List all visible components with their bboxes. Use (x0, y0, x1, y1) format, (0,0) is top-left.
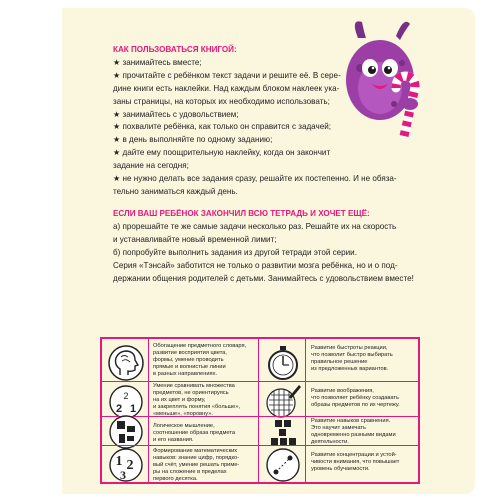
svg-text:2: 2 (126, 458, 134, 473)
skill-line: что позволяет ребёнку создавать (311, 395, 399, 401)
skill-line: «меньше», «поровну». (153, 411, 213, 417)
head-profile-icon (106, 343, 146, 383)
skill-line: навыков: знание цифр, порядко- (153, 455, 240, 461)
skill-line: Обогащение предметного словаря, (153, 343, 247, 349)
more-tasks-block (113, 208, 418, 285)
skill-description-cell (305, 381, 419, 417)
text-line: тельно заниматься каждый день. (113, 186, 238, 196)
icon-cell (101, 445, 149, 483)
instructions-block (113, 44, 397, 199)
skill-description-cell (148, 445, 259, 483)
skill-line: и закреплять понятия «больше», (153, 404, 241, 410)
skill-line: Развитие быстроты реакции, (311, 345, 388, 351)
icon-cell (258, 445, 306, 483)
skill-line: чивости внимания, что повышает (311, 459, 400, 465)
skill-line: и его названия. (153, 437, 194, 443)
skill-line: образы предметов по их чертежу. (311, 402, 400, 408)
skill-line: правильное решение (311, 359, 368, 365)
skill-line: ры на сложение в пределах (153, 469, 227, 475)
skill-line: в разных направлениях. (153, 371, 218, 377)
text-line: заны страницы, на которых их необходимо использовать; (113, 96, 330, 106)
text-line: ★ не нужно делать все задания сразу, решайте их постепенно. И не обяза- (113, 174, 397, 184)
skill-line: Развитие навыков сравнения. (311, 418, 391, 424)
skill-line: Умение сравнивать множества (153, 383, 235, 389)
skill-line: что позволит быстро выбирать (311, 352, 393, 358)
text-line: б) попробуйте выполнить задания из другой тетради этой серии. (113, 247, 357, 257)
text-line: а) прорешайте те же самые задачи несколько раз. Решайте их на скорость (113, 221, 397, 231)
svg-text:3: 3 (120, 468, 126, 482)
skill-line: Развитие воображения, (311, 388, 374, 394)
section-heading: ЕСЛИ ВАШ РЕБЁНОК ЗАКОНЧИЛ ВСЮ ТЕТРАДЬ И ХОЧЕТ ЕЩЁ: (113, 209, 370, 218)
skill-line: одновременно разными видами (311, 432, 396, 438)
icon-cell (258, 416, 306, 446)
skill-description-cell (305, 445, 419, 483)
skill-line: уровень обучаемости. (311, 466, 370, 472)
skill-description-cell (305, 338, 419, 382)
skill-description-cell (148, 338, 259, 382)
skill-line: соотношение образа предмета (153, 430, 236, 436)
skill-description-cell (148, 381, 259, 417)
skill-line: деятельности. (311, 439, 349, 445)
skill-line: Это научит замечать (311, 425, 367, 431)
section-heading: КАК ПОЛЬЗОВАТЬСЯ КНИГОЙ: (113, 45, 237, 54)
text-line: Серия «Тэнсай» заботится не только о развитии мозга ребёнка, но и о под- (113, 260, 398, 270)
svg-text:1: 1 (129, 403, 137, 415)
skill-line: первого десятка. (153, 476, 198, 482)
dots-path-icon (263, 445, 303, 485)
text-line: ★ занимайтесь вместе; (113, 57, 202, 67)
text-line: и устанавливайте новый временной лимит; (113, 234, 277, 244)
text-line: ★ в день выполняйте по одному заданию; (113, 135, 273, 145)
skill-line: Логическое мышление, (153, 423, 215, 429)
skill-description-cell (305, 416, 419, 446)
text-line: ★ занимайтесь с удовольствием; (113, 109, 239, 119)
skill-line: формы, умение проводить (153, 357, 224, 363)
icon-cell (258, 338, 306, 382)
svg-text:1: 1 (115, 454, 123, 469)
page-edge (475, 0, 500, 500)
skill-line: прямые и волнистые линии (153, 364, 226, 370)
text-line: держании общения родителей с детьми. Занимайтесь с удовольствием вместе! (113, 273, 414, 283)
skill-line: вый счёт, умение решать приме- (153, 462, 240, 468)
stopwatch-icon (263, 343, 303, 383)
skills-grid (100, 337, 420, 484)
text-line: дине книги есть наклейки. Над каждым блоком наклеек ука- (113, 83, 340, 93)
skill-line: Развитие концентрации и устой- (311, 452, 397, 458)
skill-line: предметов, не ориентируясь (153, 390, 229, 396)
skill-line: на их цвет и форму, (153, 397, 206, 403)
skill-line: из предложенных вариантов. (311, 366, 389, 372)
skill-description-cell (148, 416, 259, 446)
text-line: ★ прочитайте с ребёнком текст задачи и решите её. В сере- (113, 70, 341, 80)
icon-cell (101, 338, 149, 382)
icon-cell (101, 416, 149, 446)
digits-123-icon (106, 445, 146, 485)
skill-line: развитие восприятия цвета, (153, 350, 227, 356)
text-line: задание на сегодня; (113, 161, 189, 171)
svg-text:2: 2 (115, 403, 123, 415)
svg-text:2: 2 (123, 391, 129, 401)
text-line: ★ дайте ему поощрительную наклейку, когда он закончит (113, 148, 331, 158)
skill-line: Формирование математических (153, 448, 238, 454)
text-line: ★ похвалите ребёнка, как только он справится с задачей; (113, 122, 331, 132)
